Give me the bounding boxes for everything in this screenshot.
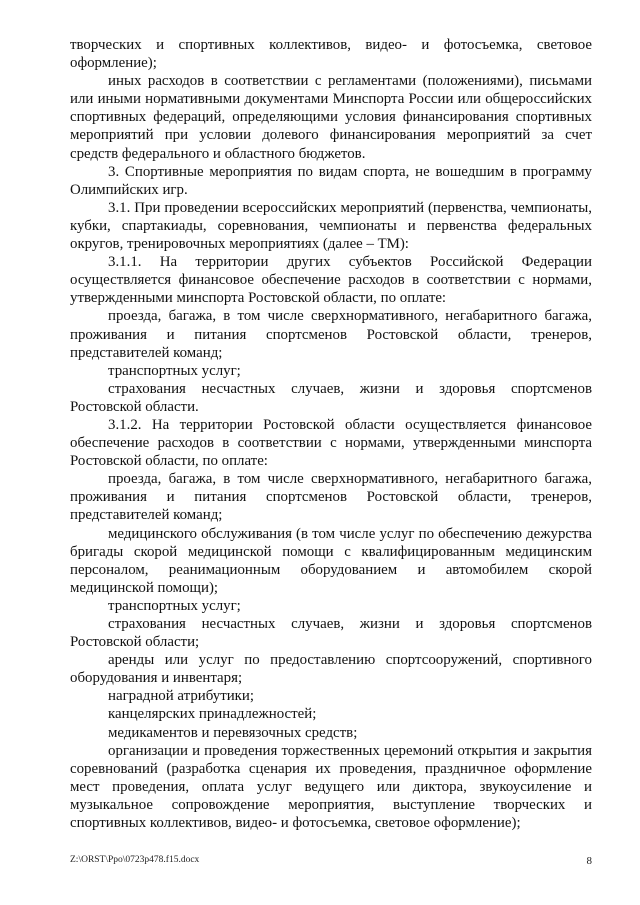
- paragraph: проезда, багажа, в том числе сверхнормативного, негабаритного багажа, проживания и питания спортсменов Ростовской области, тренеров, представителей команд;: [70, 471, 592, 524]
- paragraph: проезда, багажа, в том числе сверхнормативного, негабаритного багажа, проживания и питания спортсменов Ростовской области, тренеров, представителей команд;: [70, 308, 592, 361]
- paragraph: организации и проведения торжественных церемоний открытия и закрытия соревнований (разработка сценария их проведения, праздничное оформление мест проведения, оплата услуг ведущего или диктора, звукоусиление и музыкальное сопровождение мероприятия, выступление творческих и спортивных коллективов, видео- и фотосъемка, световое оформление);: [70, 742, 592, 832]
- paragraph: аренды или услуг по предоставлению спортсооружений, спортивного оборудования и инвентаря;: [70, 652, 592, 687]
- paragraph: медицинского обслуживания (в том числе услуг по обеспечению дежурства бригады скорой медицинской помощи с квалифицированным медицинским персоналом, реанимационным оборудованием и автомобилем скорой медицинской помощи);: [70, 525, 592, 596]
- paragraph: иных расходов в соответствии с регламентами (положениями), письмами или иными нормативными документами Минспорта России или общероссийских спортивных федераций, определяющими условия финансирования спортивных мероприятий при условии долевого финансирования мероприятий за счет средств федерального и областного бюджетов.: [70, 73, 592, 162]
- paragraph: страхования несчастных случаев, жизни и здоровья спортсменов Ростовской области.: [70, 380, 592, 415]
- document-body: [70, 36, 592, 832]
- paragraph: творческих и спортивных коллективов, видео- и фотосъемка, световое оформление);: [70, 37, 592, 72]
- paragraph: медикаментов и перевязочных средств;: [108, 724, 358, 741]
- paragraph: 3.1.1. На территории других субъектов Российской Федерации осуществляется финансовое обеспечение расходов в соответствии с нормами, утвержденными минспорта Ростовской области, по оплате:: [70, 254, 592, 307]
- page-footer: [70, 855, 592, 867]
- page-number: 8: [586, 855, 592, 867]
- paragraph: 3.1. При проведении всероссийских мероприятий (первенства, чемпионаты, кубки, спартакиады, соревнования, чемпионаты и первенства федеральных округов, тренировочных мероприятиях (далее – ТМ):: [70, 199, 592, 253]
- paragraph: 3. Спортивные мероприятия по видам спорта, не вошедшим в программу Олимпийских игр.: [70, 163, 592, 198]
- paragraph: 3.1.2. На территории Ростовской области осуществляется финансовое обеспечение расходов в соответствии с нормами, утвержденными минспорта Ростовской области, по оплате:: [70, 416, 592, 470]
- paragraph: транспортных услуг;: [108, 597, 241, 614]
- paragraph: канцелярских принадлежностей;: [108, 706, 317, 723]
- paragraph: страхования несчастных случаев, жизни и здоровья спортсменов Ростовской области;: [70, 616, 592, 651]
- paragraph: транспортных услуг;: [108, 362, 241, 379]
- paragraph: наградной атрибутики;: [108, 688, 255, 705]
- footer-file-path: Z:\ORST\Ppo\0723p478.f15.docx: [70, 855, 200, 865]
